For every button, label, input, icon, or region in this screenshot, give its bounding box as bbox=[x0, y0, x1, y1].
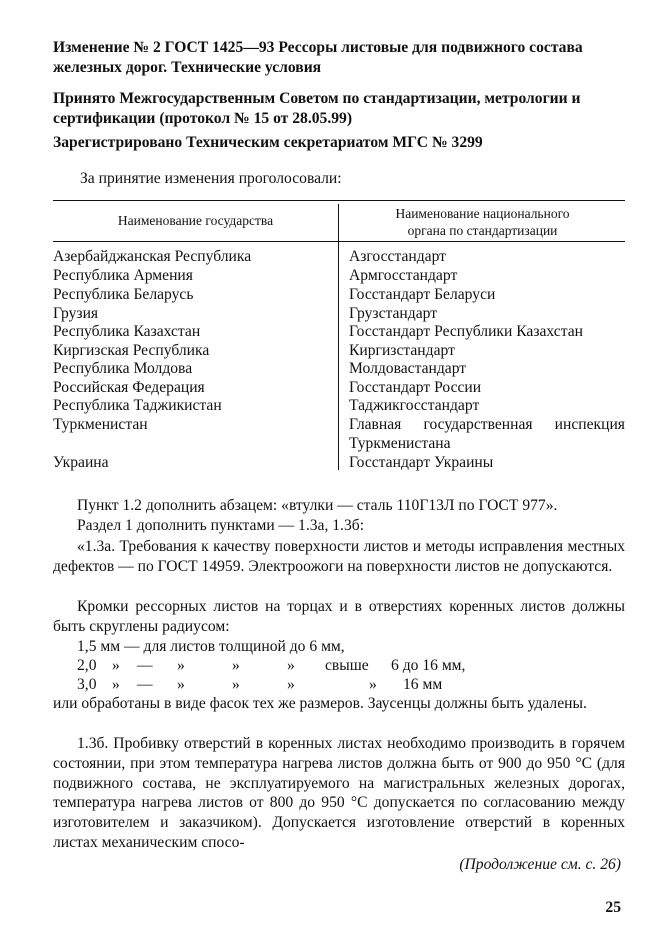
radius-value: 3,0 bbox=[77, 676, 97, 693]
ditto-mark: » bbox=[112, 676, 120, 693]
column-header-state: Наименование государства bbox=[117, 213, 274, 228]
registration-note: Зарегистрировано Техническим секретариатом МГС № 3299 bbox=[53, 134, 483, 151]
ditto-mark: » bbox=[112, 657, 120, 674]
amendment-title: Изменение № 2 ГОСТ 1425—93 Рессоры листовые для подвижного состава железных дорог. Технические условия bbox=[53, 39, 583, 76]
paragraph-edges: Кромки рессорных листов на торцах и в отверстиях коренных листов должны быть скруглены радиусом: bbox=[53, 598, 625, 635]
radius-line-3 bbox=[77, 675, 625, 695]
dash-mark: — bbox=[137, 676, 153, 693]
table-column-divider bbox=[338, 204, 339, 470]
paragraph-chamfer: или обработаны в виде фасок тех же размеров. Заусенцы должны быть удалены. bbox=[53, 695, 587, 712]
state-cell: Азербайджанская Республика bbox=[53, 248, 252, 265]
radius-line-2 bbox=[77, 656, 625, 676]
radius-line-1: 1,5 мм — для листов толщиной до 6 мм, bbox=[77, 638, 345, 655]
state-cell: Республика Казахстан bbox=[53, 323, 201, 340]
paragraph-1-3a: «1.3а. Требования к качеству поверхности листов и методы исправления местных дефектов — по ГОСТ 14959. Электроожоги на поверхности листов не допускаются. bbox=[53, 538, 625, 575]
page-number: 25 bbox=[605, 899, 621, 916]
org-cell: Азгосстандарт bbox=[349, 248, 446, 265]
paragraph-1-2: Пункт 1.2 дополнить абзацем: «втулки — сталь 110Г13Л по ГОСТ 977». bbox=[77, 497, 558, 514]
continuation-note: (Продолжение см. с. 26) bbox=[459, 856, 621, 873]
ditto-mark: » bbox=[232, 657, 240, 674]
state-cell: Республика Армения bbox=[53, 267, 193, 284]
table-top-rule bbox=[53, 200, 625, 201]
org-cell: Госстандарт Украины bbox=[349, 454, 494, 471]
ditto-mark: » bbox=[287, 676, 295, 693]
state-cell: Российская Федерация bbox=[53, 379, 205, 396]
column-header-org-line1: Наименование национального bbox=[395, 206, 570, 221]
org-cell: Госстандарт Республики Казахстан bbox=[349, 323, 583, 340]
column-header-org bbox=[340, 205, 625, 239]
org-cell: Грузстандарт bbox=[349, 305, 438, 322]
column-header-org-line2: органа по стандартизации bbox=[407, 223, 558, 238]
state-cell: Республика Таджикистан bbox=[53, 397, 222, 414]
state-cell: Киргизская Республика bbox=[53, 342, 210, 359]
radius-value: 16 мм bbox=[403, 676, 443, 693]
state-cell: Республика Беларусь bbox=[53, 286, 194, 303]
org-cell: Госстандарт Беларуси bbox=[349, 286, 496, 303]
org-cell: Главная государственная инспекция Туркменистана bbox=[349, 416, 625, 452]
org-cell: Таджикгосстандарт bbox=[349, 397, 480, 414]
state-cell: Грузия bbox=[53, 305, 99, 322]
org-cell: Армгосстандарт bbox=[349, 267, 458, 284]
ditto-mark: » bbox=[177, 657, 185, 674]
ditto-mark: » bbox=[232, 676, 240, 693]
ditto-mark: » bbox=[287, 657, 295, 674]
org-cell: Госстандарт России bbox=[349, 379, 482, 396]
range-value: 6 до 16 мм, bbox=[391, 657, 466, 674]
dash-mark: — bbox=[137, 657, 153, 674]
table-header-rule bbox=[53, 241, 625, 242]
org-cell: Киргизстандарт bbox=[349, 342, 455, 359]
radius-value: 2,0 bbox=[77, 657, 97, 674]
state-cell: Туркменистан bbox=[53, 416, 148, 433]
state-cell: Украина bbox=[53, 454, 109, 471]
range-word: свыше bbox=[325, 657, 369, 674]
paragraph-section-1: Раздел 1 дополнить пунктами — 1.3а, 1.3б: bbox=[77, 517, 365, 534]
org-cell: Молдовастандарт bbox=[349, 360, 467, 377]
adoption-note: Принято Межгосударственным Советом по стандартизации, метрологии и сертификации (протокол № 15 от 28.05.99) bbox=[53, 90, 581, 127]
ditto-mark: » bbox=[177, 676, 185, 693]
ditto-mark: » bbox=[369, 676, 377, 693]
paragraph-1-3b: 1.3б. Пробивку отверстий в коренных листах необходимо производить в горячем состоянии, при этом температура нагрева листов должна быть от 900 до 950 °С (для подвижного состава, не эксплуатируемого на магистральных железных дорогах, температура нагрева листов от 800 до 950 °С допускается по согласованию между изготовителем и заказчиком). Допускается изготовление отверстий в коренных листах механическим спосо- bbox=[53, 735, 625, 851]
intro-text: За принятие изменения проголосовали: bbox=[80, 170, 342, 187]
state-cell: Республика Молдова bbox=[53, 360, 193, 377]
